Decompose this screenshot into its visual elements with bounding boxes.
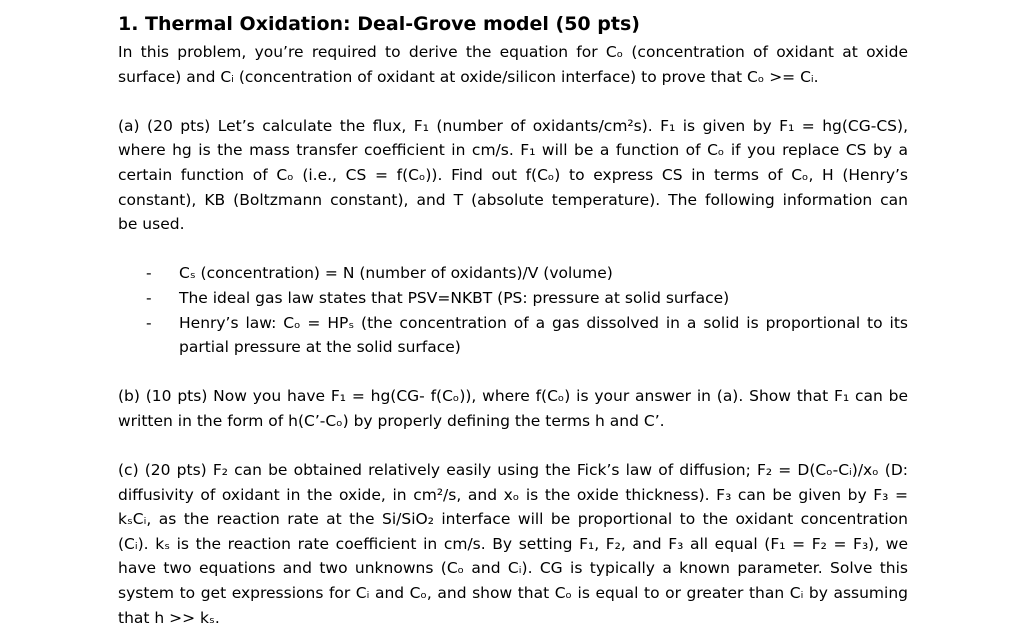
bullet-dash: - [146,288,152,307]
list-item-text: The ideal gas law states that PSV=NKBT (PS: pressure at solid surface) [179,288,730,307]
part-a-line: be used. [118,215,185,234]
part-b-line: written in the form of h(C’-Cₒ) by properly defining the terms h and C’. [118,411,665,430]
document [118,10,908,630]
list-item [118,286,908,311]
list-item-text: partial pressure at the solid surface) [179,338,461,357]
part-b-line: (b) (10 pts) Now you have F₁ = hg(CG- f(Cₒ)), where f(Cₒ) is your answer in (a). Show that F₁ can be [118,387,908,406]
part-a-line: certain function of Cₒ (i.e., CS = f(Cₒ)). Find out f(Cₒ) to express CS in terms of Cₒ, H (Henry’s [118,165,908,184]
part-c-line: have two equations and two unknowns (Cₒ and Cᵢ). CG is typically a known parameter. Solve this [118,559,908,578]
list-item [118,311,908,360]
part-c-line: (Cᵢ). kₛ is the reaction rate coefficient in cm/s. By setting F₁, F₂, and F₃ all equal (F₁ = F₂ = F₃), we [118,534,908,553]
list-item [118,261,908,286]
part-c-paragraph [118,458,908,630]
part-a-line: (a) (20 pts) Let’s calculate the flux, F₁ (number of oxidants/cm²s). F₁ is given by F₁ = hg(CG-CS), [118,116,908,135]
bullet-dash: - [146,313,152,332]
list-item-text: Cₛ (concentration) = N (number of oxidants)/V (volume) [179,264,613,283]
part-c-line: that h >> kₛ. [118,608,220,627]
intro-paragraph [118,40,908,89]
intro-line: surface) and Cᵢ (concentration of oxidant at oxide/silicon interface) to prove that Cₒ >= Cᵢ. [118,67,819,86]
intro-line: In this problem, you’re required to derive the equation for Cₒ (concentration of oxidant at oxide [118,43,908,61]
part-a-line: constant), KB (Boltzmann constant), and T (absolute temperature). The following information can [118,190,908,209]
part-c-line: system to get expressions for Cᵢ and Cₒ, and show that Cₒ is equal to or greater than Cᵢ by assuming [118,584,908,603]
part-a-paragraph [118,114,908,237]
part-b-paragraph [118,384,908,433]
part-c-line: kₛCᵢ, as the reaction rate at the Si/SiO₂ interface will be proportional to the oxidant concentration [118,510,908,529]
information-list [118,261,908,359]
part-c-line: diffusivity of oxidant in the oxide, in cm²/s, and xₒ is the oxide thickness). F₃ can be given by F₃ = [118,485,908,504]
part-a-line: where hg is the mass transfer coefficient in cm/s. F₁ will be a function of Cₒ if you replace CS by a [118,141,908,160]
problem-title: 1. Thermal Oxidation: Deal-Grove model (50 pts) [118,13,640,35]
list-item-text: Henry’s law: Cₒ = HPₛ (the concentration of a gas dissolved in a solid is proportional to its [179,313,908,332]
part-c-line: (c) (20 pts) F₂ can be obtained relatively easily using the Fick’s law of diffusion; F₂ = D(Cₒ-Cᵢ)/xₒ (D: [118,461,908,480]
bullet-dash: - [146,264,152,283]
